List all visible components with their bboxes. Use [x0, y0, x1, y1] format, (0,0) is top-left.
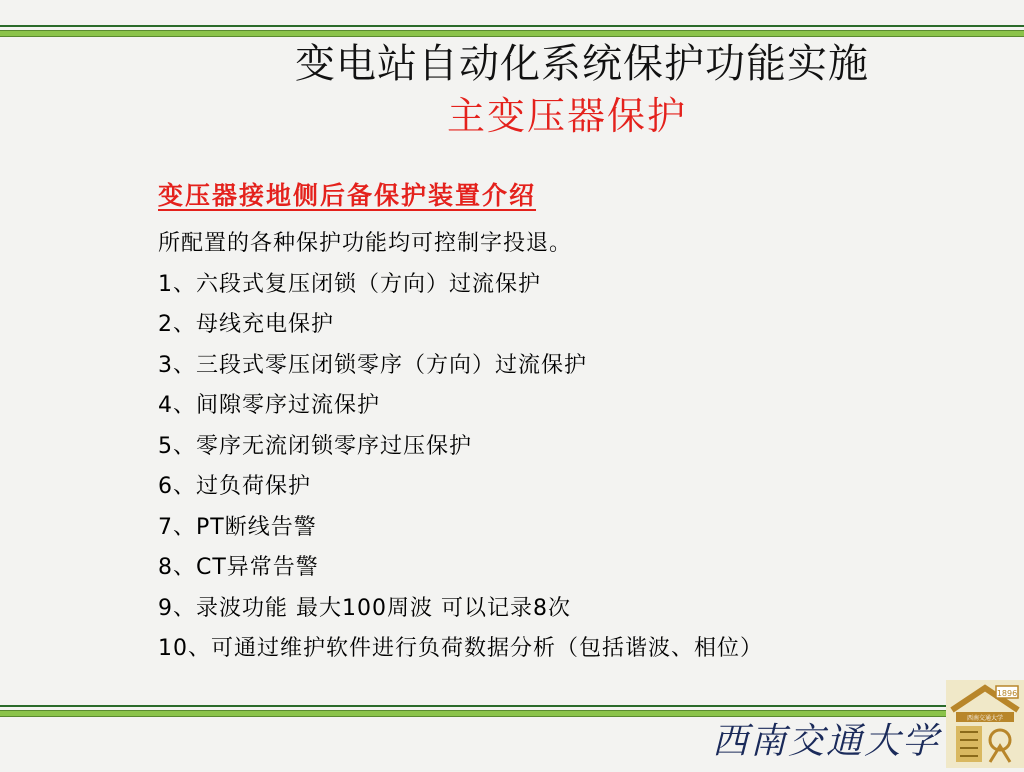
list-item: 6、过负荷保护 — [158, 474, 311, 499]
list-item: 9、录波功能 最大100周波 可以记录8次 — [158, 595, 571, 621]
page-subtitle: 主变压器保护 — [446, 94, 687, 138]
logo-caption: 西南交通大学 — [966, 715, 1004, 722]
content-body — [158, 176, 763, 670]
list-item: 7、PT断线告警 — [158, 514, 317, 540]
bottom-divider — [0, 705, 1024, 717]
section-heading: 变压器接地侧后备保护装置介绍 — [158, 181, 537, 210]
intro-text: 所配置的各种保护功能均可控制字投退。 — [158, 231, 573, 256]
university-name: 西南交通大学 — [712, 721, 941, 762]
logo-year: 1896 — [996, 689, 1018, 698]
list-item: 10、可通过维护软件进行负荷数据分析（包括谐波、相位） — [158, 636, 763, 661]
list-item: 3、三段式零压闭锁零序（方向）过流保护 — [158, 352, 587, 378]
university-logo — [946, 680, 1024, 768]
list-item: 4、间隙零序过流保护 — [158, 393, 380, 418]
list-item: 5、零序无流闭锁零序过压保护 — [158, 433, 472, 459]
list-item: 2、母线充电保护 — [158, 312, 334, 337]
list-item: 8、CT异常告警 — [158, 555, 319, 580]
page-title: 变电站自动化系统保护功能实施 — [295, 41, 869, 87]
list-item: 1、六段式复压闭锁（方向）过流保护 — [158, 271, 541, 297]
